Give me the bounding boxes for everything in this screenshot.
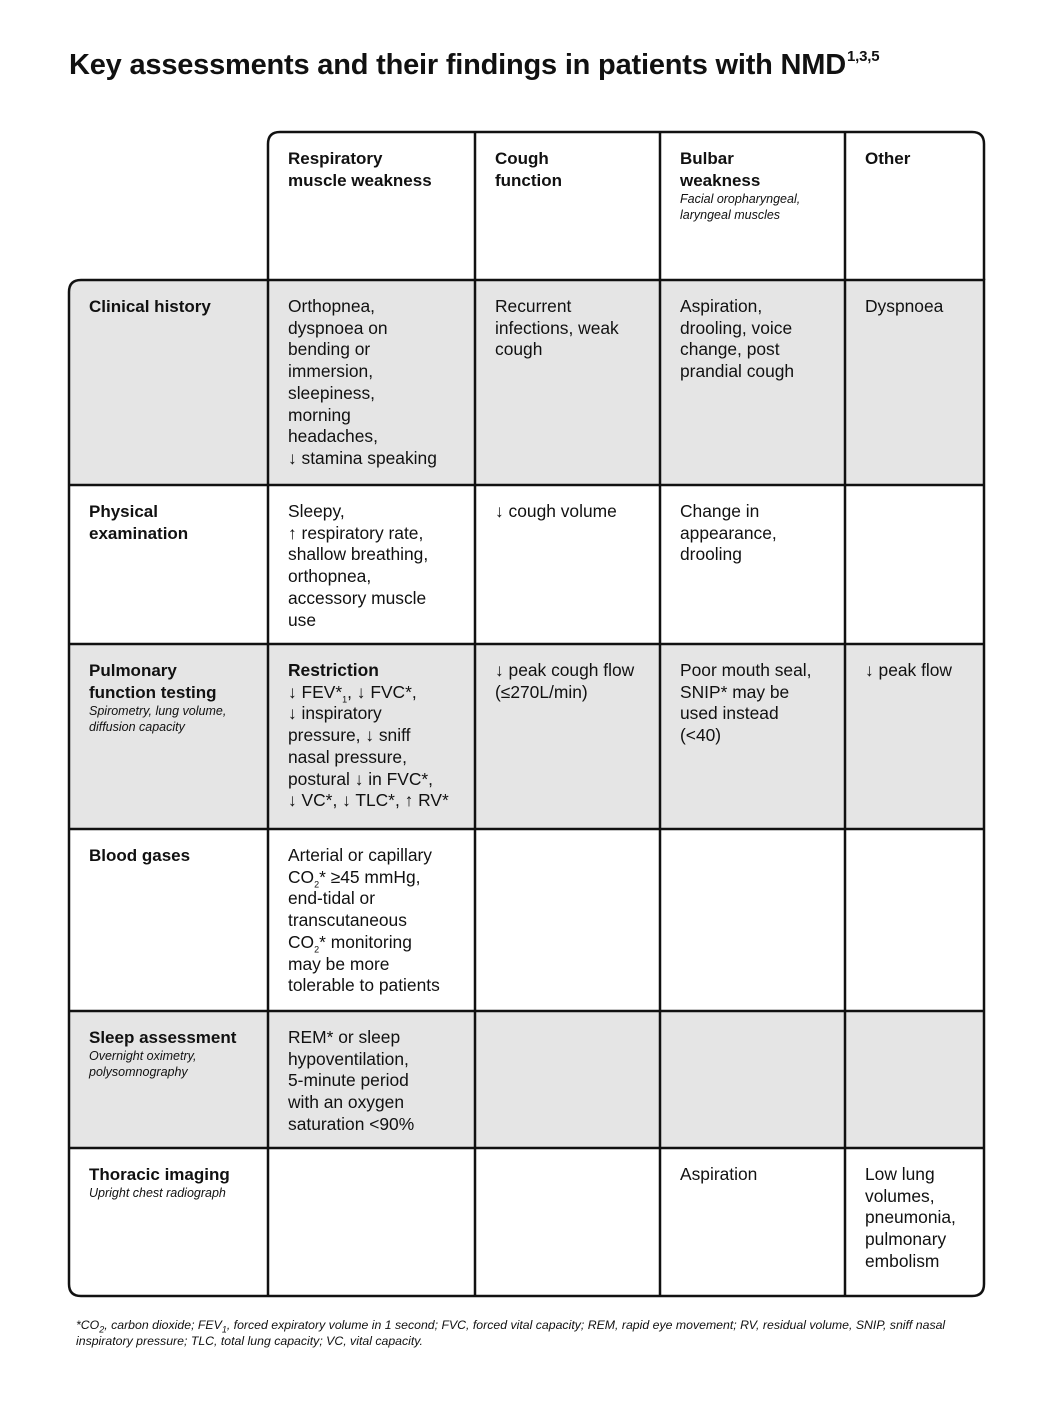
cell-text: ↓ FEV* [288,681,343,702]
cell-physical-examination-respiratory [268,501,475,631]
cell-text: Low lung volumes, pneumonia, pulmonary embolism [865,1164,956,1271]
cell-heading: Restriction [288,660,379,680]
cell-clinical-history-bulbar [660,296,845,383]
cell-thoracic-imaging-bulbar [660,1164,845,1186]
cell-physical-examination-cough [475,501,660,523]
cell-text: Sleepy, ↑ respiratory rate, shallow breathing, orthopnea, accessory muscle use [288,501,429,630]
column-title: Respiratory muscle weakness [288,149,432,190]
row-header-sleep-assessment [69,1027,268,1080]
cell-text: Orthopnea, dyspnoea on bending or immersion, sleepiness, morning headaches, ↓ stamina speaking [288,296,437,468]
cell-text: Dyspnoea [865,296,944,316]
cell-subscript: 1 [342,694,348,705]
row-title: Thoracic imaging [89,1165,230,1184]
column-header-other [845,148,984,170]
row-header-pulmonary-function-testing [69,660,268,735]
cell-text: ↓ peak flow [865,660,952,680]
cell-subscript: 2 [314,944,320,955]
cell-text: ↓ inspiratory pressure, ↓ sniff nasal pressure, postural ↓ in FVC*, ↓ VC*, ↓ TLC*, ↑ RV* [288,703,449,811]
title-references: 1,3,5 [847,48,880,65]
footnote-subscript: 1 [221,1324,227,1335]
footnote-text: , forced expiratory volume in 1 second; FVC, forced vital capacity; REM, rapid eye movement; RV, residual volume, SNIP, sniff nasal inspiratory pressure; TLC, total lung capacity; VC, vital capacity. [76,1318,946,1348]
footnote-subscript: 2 [99,1324,105,1335]
cell-text: Recurrent infections, weak cough [495,296,619,360]
cell-pulmonary-function-testing-bulbar [660,660,845,747]
title-text: Key assessments and their findings in patients with NMD [69,49,846,81]
cell-text: Aspiration [680,1164,758,1184]
cell-text: Aspiration, drooling, voice change, post prandial cough [680,296,795,382]
row-header-thoracic-imaging [69,1164,268,1202]
row-subtitle: Upright chest radiograph [89,1186,226,1200]
row-title: Blood gases [89,846,191,865]
column-subtitle: Facial oropharyngeal, laryngeal muscles [680,192,801,222]
cell-clinical-history-other [845,296,984,318]
cell-text: ↓ peak cough flow (≤270L/min) [495,660,635,702]
row-title: Physical examination [89,502,189,543]
row-title: Sleep assessment [89,1028,237,1047]
row-title: Clinical history [89,297,211,316]
cell-clinical-history-respiratory [268,296,475,470]
cell-text: Change in appearance, drooling [680,501,777,565]
cell-blood-gases-respiratory [268,845,475,997]
cell-pulmonary-function-testing-cough [475,660,660,703]
cell-text: , ↓ FVC*, [347,681,417,702]
cell-text: Arterial or capillary CO [288,845,432,887]
row-header-blood-gases [69,845,268,867]
column-title: Bulbar weakness [680,149,761,190]
cell-sleep-assessment-respiratory [268,1027,475,1136]
column-header-bulbar [660,148,845,223]
footnote [76,1318,991,1349]
row-subtitle: Overnight oximetry, polysomnography [89,1049,197,1079]
cell-text: REM* or sleep hypoventilation, 5-minute period with an oxygen saturation <90% [288,1027,415,1134]
row-header-physical-examination [69,501,268,545]
cell-text: Poor mouth seal, SNIP* may be used instead (<40) [680,660,812,746]
footnote-text: *CO [76,1318,100,1332]
column-header-cough [475,148,660,192]
cell-physical-examination-bulbar [660,501,845,566]
cell-thoracic-imaging-other [845,1164,984,1273]
column-title: Other [865,149,911,168]
cell-pulmonary-function-testing-respiratory [268,660,475,812]
cell-subscript: 2 [314,879,320,890]
row-header-clinical-history [69,296,268,318]
row-title: Pulmonary function testing [89,661,217,702]
cell-text: * ≥45 mmHg, end-tidal or transcutaneous CO [288,866,421,952]
cell-text: ↓ cough volume [495,501,617,521]
column-header-respiratory [268,148,475,192]
cell-pulmonary-function-testing-other [845,660,984,682]
column-title: Cough function [495,149,563,190]
cell-clinical-history-cough [475,296,660,361]
cell-text: * monitoring may be more tolerable to patients [288,931,440,996]
footnote-text: , carbon dioxide; FEV [104,1318,222,1332]
row-subtitle: Spirometry, lung volume, diffusion capacity [89,704,227,734]
